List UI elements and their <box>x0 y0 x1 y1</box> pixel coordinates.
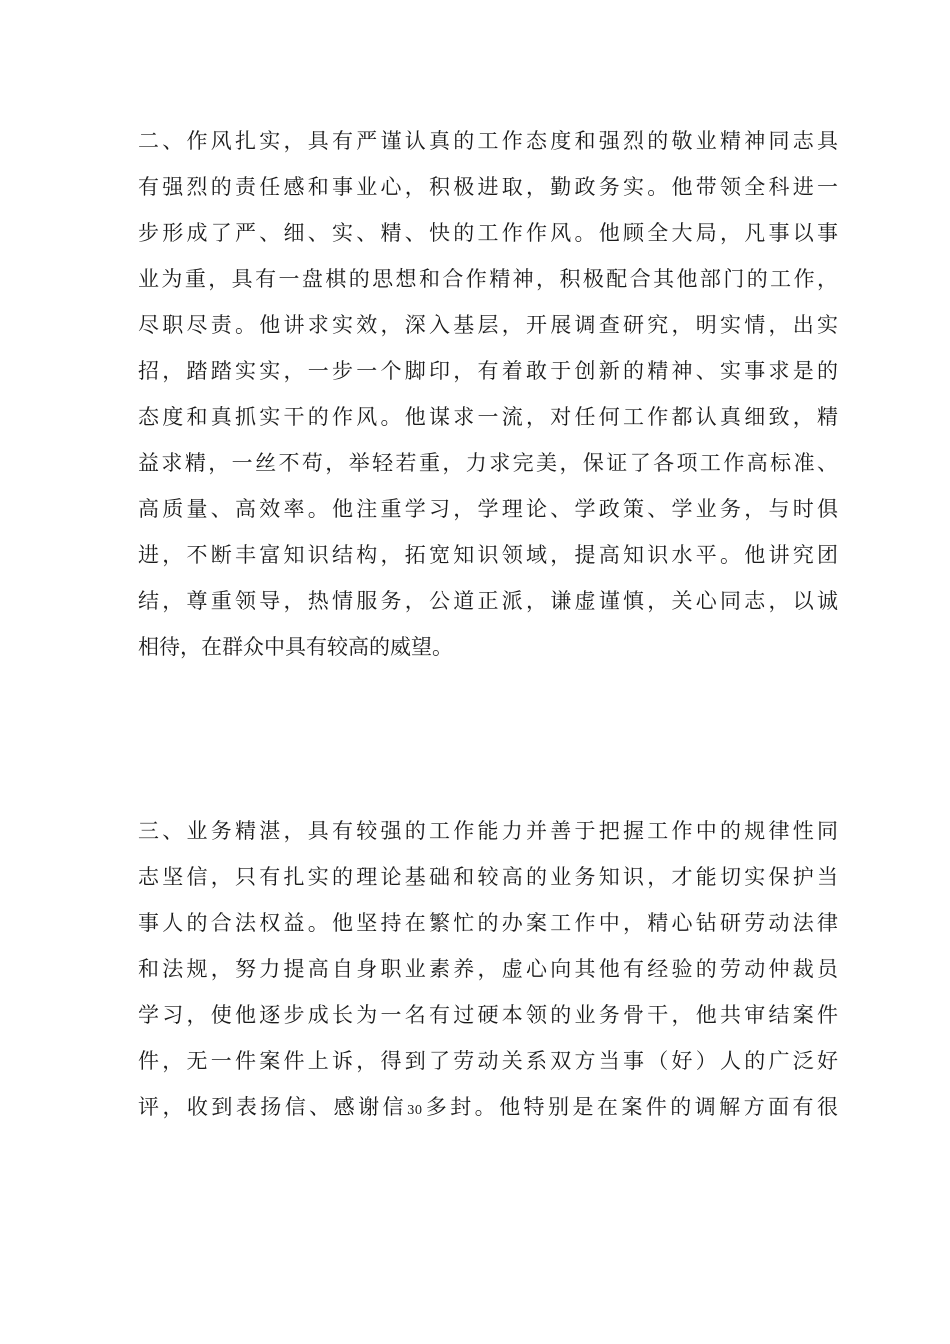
text-line: 相待，在群众中具有较高的威望。 <box>138 635 453 659</box>
text-line: 件，无一件案件上诉，得到了劳动关系双方当事（好）人的广泛好 <box>138 1049 838 1073</box>
text-line: 尽职尽责。他讲求实效，深入基层，开展调查研究，明实情，出实 <box>138 313 838 337</box>
text-line <box>138 1084 838 1130</box>
text-line: 结，尊重领导，热情服务，公道正派，谦虚谨慎，关心同志，以诚 <box>138 589 838 613</box>
text-segment: 多封。他特别是在案件的调解方面有很 <box>422 1095 839 1119</box>
paragraph-professional-skill <box>138 808 838 1130</box>
text-segment: 评，收到表扬信、感谢信 <box>138 1095 407 1119</box>
text-line: 学习，使他逐步成长为一名有过硬本领的业务骨干，他共审结案件 <box>138 1003 838 1027</box>
text-line: 业为重，具有一盘棋的思想和合作精神，积极配合其他部门的工作， <box>138 267 838 291</box>
text-line: 高质量、高效率。他注重学习，学理论、学政策、学业务，与时俱 <box>138 497 838 521</box>
text-line: 步形成了严、细、实、精、快的工作作风。他顾全大局，凡事以事 <box>138 221 838 245</box>
text-line: 招，踏踏实实，一步一个脚印，有着敢于创新的精神、实事求是的 <box>138 359 838 383</box>
text-line: 志坚信，只有扎实的理论基础和较高的业务知识，才能切实保护当 <box>138 865 838 889</box>
letter-count-number: 30 <box>407 1103 423 1117</box>
text-line: 事人的合法权益。他坚持在繁忙的办案工作中，精心钻研劳动法律 <box>138 911 838 935</box>
text-line: 二、作风扎实，具有严谨认真的工作态度和强烈的敬业精神同志具 <box>138 129 838 153</box>
text-line: 进，不断丰富知识结构，拓宽知识领域，提高知识水平。他讲究团 <box>138 543 838 567</box>
text-line: 和法规，努力提高自身职业素养，虚心向其他有经验的劳动仲裁员 <box>138 957 838 981</box>
text-line: 益求精，一丝不苟，举轻若重，力求完美，保证了各项工作高标准、 <box>138 451 838 475</box>
text-line: 有强烈的责任感和事业心，积极进取，勤政务实。他带领全科进一 <box>138 175 838 199</box>
text-line: 三、业务精湛，具有较强的工作能力并善于把握工作中的规律性同 <box>138 819 838 843</box>
paragraph-work-style <box>138 118 838 670</box>
text-line: 态度和真抓实干的作风。他谋求一流，对任何工作都认真细致，精 <box>138 405 838 429</box>
